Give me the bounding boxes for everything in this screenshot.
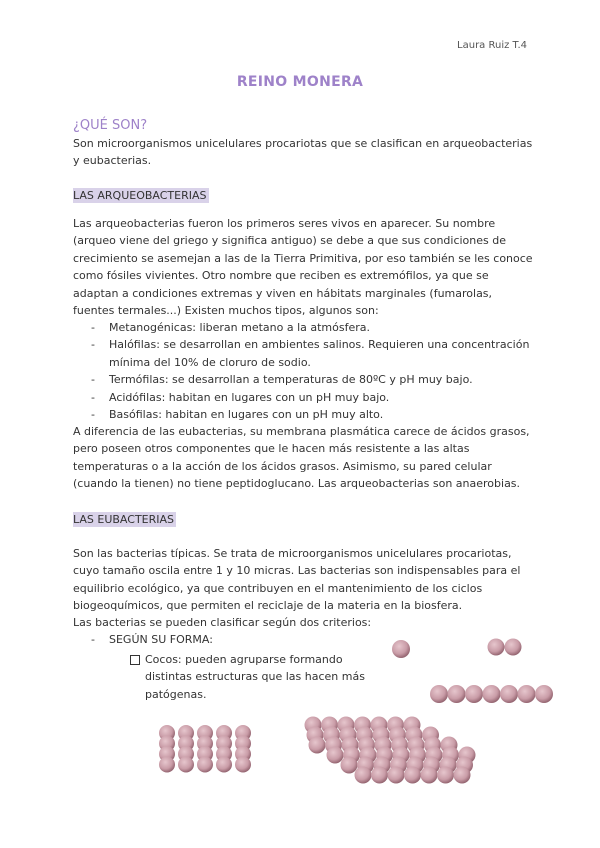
staphylococcus-cell [388,767,405,784]
que-son-text: Son microorganismos unicelulares procariotas que se clasifican en arqueobacterias y eubacterias. [73,137,533,168]
staphylococcus-cell [371,767,388,784]
list-item-text: Metanogénicas: liberan metano a la atmósfera. [109,321,371,334]
cocci-group [159,639,553,784]
list-item: - Termófilas: se desarrollan a temperaturas de 80ºC y pH muy bajo. [91,373,473,387]
sarcina-cell [197,757,213,773]
diplococcus-cell [505,639,522,656]
list-item-text: Halófilas: se desarrollan en ambientes salinos. Requieren una concentración mínima del 10% de cloruro de sodio. [109,338,530,369]
list-item: - Basófilas: habitan en lugares con un pH muy alto. [91,408,384,422]
arqueobacterias-outro: A diferencia de las eubacterias, su membrana plasmática carece de ácidos grasos, pero poseen otros componentes que le hacen más resistente a las altas temperaturas o a la acción de los ácidos grasos. Asimismo, su pared celular (cuando la tienen) no tiene peptidoglucano. Las arqueobacterias son anaerobias. [73,425,530,491]
streptococcus-cell [500,685,518,703]
streptococcus-cell [430,685,448,703]
arqueobacterias-intro: Las arqueobacterias fueron los primeros seres vivos en aparecer. Su nombre (arqueo viene del griego y significa antiguo) se debe a que sus condiciones de crecimiento se asemejan a las de la Tierra Primitiva, por eso también se les conoce como fósiles vivientes. Otro nombre que reciben es extremófilos, ya que se adaptan a condiciones extremas y viven en hábitats marginales (fumarolas, fuentes termales...) Existen muchos tipos, algunos son: [73,217,533,318]
eubacterias-heading: LAS EUBACTERIAS [73,513,175,526]
streptococcus-cell [465,685,483,703]
list-item: - Halófilas: se desarrollan en ambientes salinos. Requieren una concentración mínima del 10% de cloruro de sodio. [91,338,530,369]
diplococcus-cell [488,639,505,656]
eubacterias-intro: Son las bacterias típicas. Se trata de microorganismos unicelulares procariotas, cuyo tamaño oscila entre 1 y 10 micras. Las bacterias son indispensables para el equilibrio ecológico, ya que contribuyen en el mantenimiento de los ciclos biogeoquímicos, que permiten el reciclaje de la materia en la biosfera. [73,547,521,613]
coccus-single [392,640,410,658]
eubacterias-criteria: Las bacterias se pueden clasificar según dos criterios: [73,616,372,629]
list-item: - Metanogénicas: liberan metano a la atmósfera. [91,321,371,334]
staphylococcus-cell [404,767,421,784]
staphylococcus-cell [355,767,372,784]
forma-label: SEGÚN SU FORMA: [109,633,213,646]
document-page: Laura Ruiz T.4 REINO MONERA ¿QUÉ SON? Son microorganismos unicelulares procariotas que se clasifican en arqueobacterias y eubacterias. LAS ARQUEOBACTERIAS Las arqueobacterias fueron los primeros seres vivos en aparecer. Su nombre (arqueo viene del griego y significa antiguo) se debe a que sus condiciones de crecimiento se asemejan a las de la Tierra Primitiva, por eso también se les conoce como fósiles vivientes. Otro nombre que reciben es extremófilos, ya que se adaptan a condiciones extremas y viven en hábitats marginales (fumarolas, fuentes termales...) Existen muchos tipos, algunos son: - Metanogénicas: liberan metano a la atmósfera. - Halófilas: se desarrollan en ambientes salinos. Requieren una concentración mínima del 10% de cloruro de sodio. - Termófilas: se desarrollan a temperaturas de 80ºC y pH muy bajo. - Acidófilas: habitan en lugares con un pH muy bajo. - Basófilas: habitan en lugares con un pH muy alto. A diferencia de las eubacterias, su membrana plasmática carece de ácidos grasos, pero poseen otros componentes que le hacen más resistente a las altas temperaturas o a la acción de los ácidos grasos. Asimismo, su pared celular (cuando la tienen) no tiene peptidoglucano. Las arqueobacterias son anaerobias. LAS EUBACTERIAS Son las bacterias típicas. Se trata de microorganismos unicelulares procariotas, cuyo tamaño oscila entre 1 y 10 micras. Las bacterias son indispensables para el equilibrio ecológico, ya que contribuyen en el mantenimiento de los ciclos biogeoquímicos, que permiten el reciclaje de la materia en la biosfera. Las bacterias se pueden clasificar según dos criterios: - SEGÚN SU FORMA: Cocos: pueden agruparse formando distintas estructuras que las hacen más patógenas. [0,0,600,848]
streptococcus-cell [483,685,501,703]
list-item-text: Basófilas: habitan en lugares con un pH muy alto. [109,408,384,422]
staphylococcus-cell [421,767,438,784]
staphylococcus-cell [437,767,454,784]
list-item-text: Acidófilas: habitan en lugares con un pH muy bajo. [109,390,390,404]
streptococcus-cell [518,685,536,703]
que-son-heading: ¿QUÉ SON? [73,118,148,133]
list-item: - Acidófilas: habitan en lugares con un pH muy bajo. [91,390,390,404]
streptococcus-cell [535,685,553,703]
arqueobacterias-heading: LAS ARQUEOBACTERIAS [73,189,207,202]
staphylococcus-cell [327,747,344,764]
staphylococcus-cell [341,757,358,774]
list-item-text: Termófilas: se desarrollan a temperaturas de 80ºC y pH muy bajo. [109,373,473,387]
staphylococcus-cell [309,737,326,754]
streptococcus-cell [448,685,466,703]
sarcina-cell [178,757,194,773]
staphylococcus-cell [454,767,471,784]
cocos-text: Cocos: pueden agruparse formando distintas estructuras que las hacen más patógenas. [145,653,365,701]
page-title: REINO MONERA [236,74,364,90]
sarcina-cell [159,757,175,773]
sarcina-cell [235,757,251,773]
sarcina-cell [216,757,232,773]
author-label: Laura Ruiz T.4 [457,40,527,51]
